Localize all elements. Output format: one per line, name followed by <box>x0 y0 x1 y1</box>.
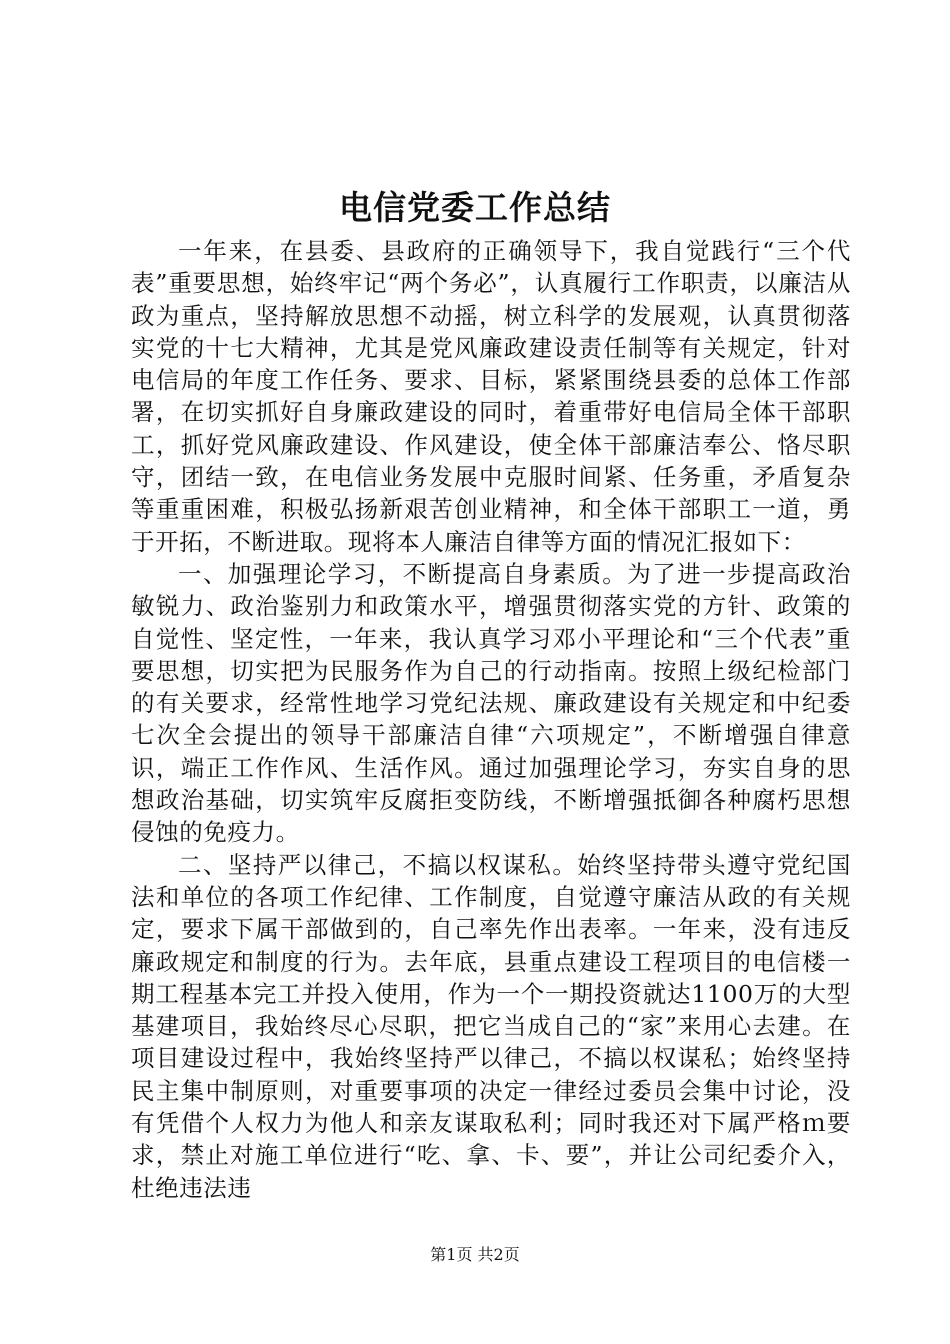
document-body <box>131 235 851 1204</box>
paragraph-section-1: 一、加强理论学习，不断提高自身素质。为了进一步提高政治敏锐力、政治鉴别力和政策水平，增强贯彻落实党的方针、政策的自觉性、坚定性，一年来，我认真学习邓小平理论和“三个代表”重要思想，切实把为民服务作为自己的行动指南。按照上级纪检部门的有关要求，经常性地学习党纪法规、廉政建设有关规定和中纪委七次全会提出的领导干部廉洁自律“六项规定”，不断增强自律意识，端正工作作风、生活作风。通过加强理论学习，夯实自身的思想政治基础，切实筑牢反腐拒变防线，不断增强抵御各种腐朽思想侵蚀的免疫力。 <box>131 559 851 847</box>
document-title: 电信党委工作总结 <box>339 188 611 227</box>
page-footer: 第1页 共2页 <box>430 1245 520 1264</box>
paragraph-intro: 一年来，在县委、县政府的正确领导下，我自觉践行“三个代表”重要思想，始终牢记“两个务必”，认真履行工作职责，以廉洁从政为重点，坚持解放思想不动摇，树立科学的发展观，认真贯彻落实党的十七大精神，尤其是党风廉政建设责任制等有关规定，针对电信局的年度工作任务、要求、目标，紧紧围绕县委的总体工作部署，在切实抓好自身廉政建设的同时，着重带好电信局全体干部职工，抓好党风廉政建设、作风建设，使全体干部廉洁奉公、恪尽职守，团结一致，在电信业务发展中克服时间紧、任务重，矛盾复杂等重重困难，积极弘扬新艰苦创业精神，和全体干部职工一道，勇于开拓，不断进取。现将本人廉洁自律等方面的情况汇报如下： <box>131 237 851 556</box>
paragraph-section-2: 二、坚持严以律己，不搞以权谋私。始终坚持带头遵守党纪国法和单位的各项工作纪律、工作制度，自觉遵守廉洁从政的有关规定，要求下属干部做到的，自己率先作出表率。一年来，没有违反廉政规定和制度的行为。去年底，县重点建设工程项目的电信楼一期工程基本完工并投入使用，作为一个一期投资就达1100万的大型基建项目，我始终尽心尽职，把它当成自己的“家”来用心去建。在项目建设过程中，我始终坚持严以律己，不搞以权谋私；始终坚持民主集中制原则，对重要事项的决定一律经过委员会集中讨论，没有凭借个人权力为他人和亲友谋取私利；同时我还对下属严格ｍ要求，禁止对施工单位进行“吃、拿、卡、要”，并让公司纪委介入，杜绝违法违 <box>131 850 851 1202</box>
